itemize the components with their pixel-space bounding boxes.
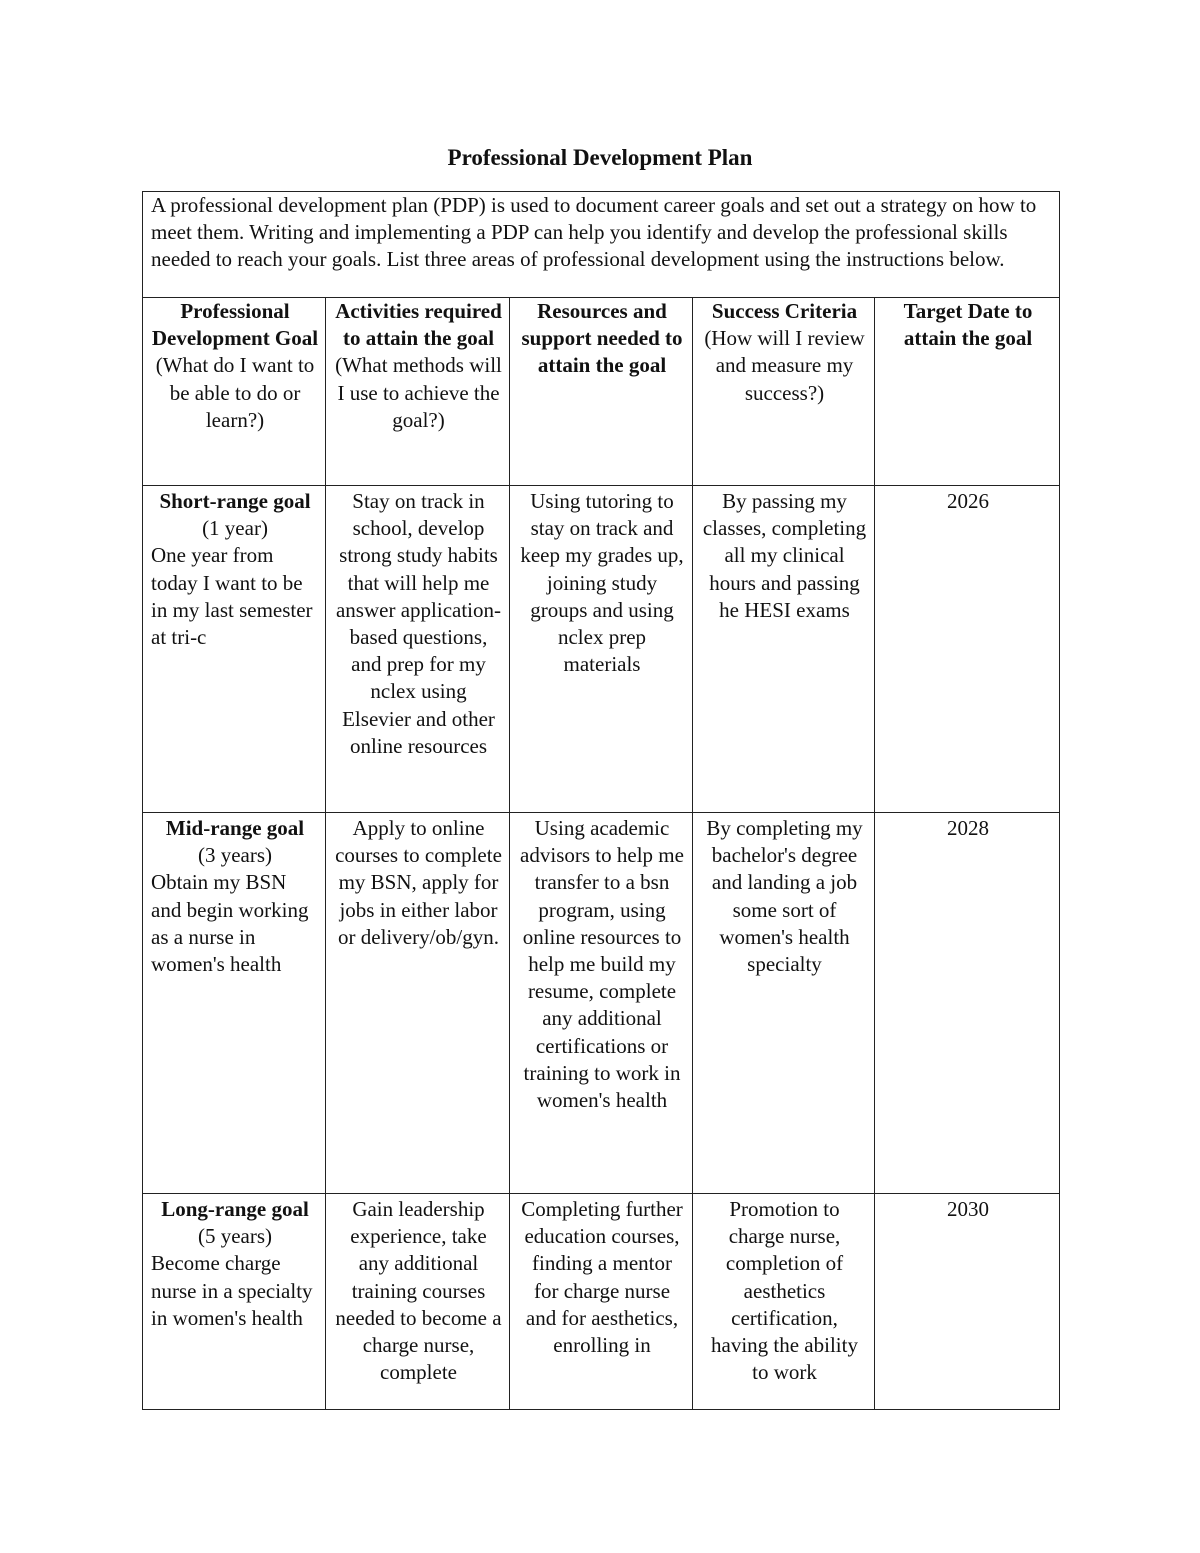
header-success: [693, 298, 875, 486]
success-cell: [693, 1194, 875, 1410]
goal-text: One year from today I want to be in my last semester at tri-c: [151, 543, 313, 650]
header-label: Resources and support needed to attain the goal: [521, 299, 683, 378]
header-label: Activities required to attain the goal: [335, 299, 502, 351]
table-row: [143, 1194, 1060, 1410]
success-cell: By passing my classes, completing all my clinical hours and passing he HESI exams: [693, 486, 875, 813]
resources-cell: Using academic advisors to help me transfer to a bsn program, using online resources to help me build my resume, complete any additional certifications or training to work in women's health: [510, 813, 693, 1194]
header-goal: [143, 298, 326, 486]
header-resources: [510, 298, 693, 486]
goal-text: Obtain my BSN and begin working as a nurse in women's health: [151, 870, 309, 977]
goal-title: Mid-range goal: [165, 816, 305, 840]
header-note: (How will I review and measure my success?): [704, 326, 865, 405]
target-cell: 2026: [875, 486, 1060, 813]
activities-cell: [326, 1194, 510, 1410]
resources-cell: Using tutoring to stay on track and keep my grades up, joining study groups and using nclex prep materials: [510, 486, 693, 813]
goal-cell: [143, 486, 326, 813]
goal-span: (1 year): [202, 516, 268, 541]
header-label: Professional Development Goal: [151, 299, 319, 351]
pdp-table: [142, 191, 1060, 1410]
header-row: [143, 298, 1060, 486]
intro-text: A professional development plan (PDP) is used to document career goals and set out a strategy on how to meet them. Writing and implementing a PDP can help you identify and develop the professional skills needed to reach your goals. List three areas of professional development using the instructions below.: [143, 192, 1060, 298]
header-label: Target Date to attain the goal: [903, 299, 1033, 351]
header-target: [875, 298, 1060, 486]
header-note: (What do I want to be able to do or learn?): [155, 353, 315, 432]
table-row: [143, 486, 1060, 813]
target-text: 2030: [947, 1197, 989, 1221]
goal-title: Long-range goal: [161, 1197, 309, 1221]
resources-cell: [510, 1194, 693, 1410]
success-cell: By completing my bachelor's degree and landing a job some sort of women's health specialty: [693, 813, 875, 1194]
header-note: (What methods will I use to achieve the goal?): [335, 353, 502, 432]
goal-title: Short-range goal: [159, 489, 311, 513]
table-row: [143, 813, 1060, 1194]
page-title: Professional Development Plan: [447, 145, 753, 170]
goal-text: Become charge nurse in a specialty in women's health: [151, 1251, 313, 1330]
goal-span: (5 years): [197, 1224, 273, 1249]
target-cell: 2028: [875, 813, 1060, 1194]
activities-text: Gain leadership experience, take any additional training courses needed to become a charge nurse, complete: [335, 1197, 502, 1385]
goal-cell: [143, 1194, 326, 1410]
goal-cell: [143, 813, 326, 1194]
header-activities: [326, 298, 510, 486]
activities-cell: Stay on track in school, develop strong study habits that will help me answer application-based questions, and prep for my nclex using Elsevier and other online resources: [326, 486, 510, 813]
resources-text: Completing further education courses, finding a mentor for charge nurse and for aesthetics, enrolling in: [521, 1197, 683, 1358]
success-text: Promotion to charge nurse, completion of aesthetics certification, having the ability to work: [711, 1197, 858, 1385]
goal-span: (3 years): [197, 843, 273, 868]
header-label: Success Criteria: [711, 299, 858, 323]
activities-cell: Apply to online courses to complete my BSN, apply for jobs in either labor or delivery/ob/gyn.: [326, 813, 510, 1194]
target-cell: [875, 1194, 1060, 1410]
